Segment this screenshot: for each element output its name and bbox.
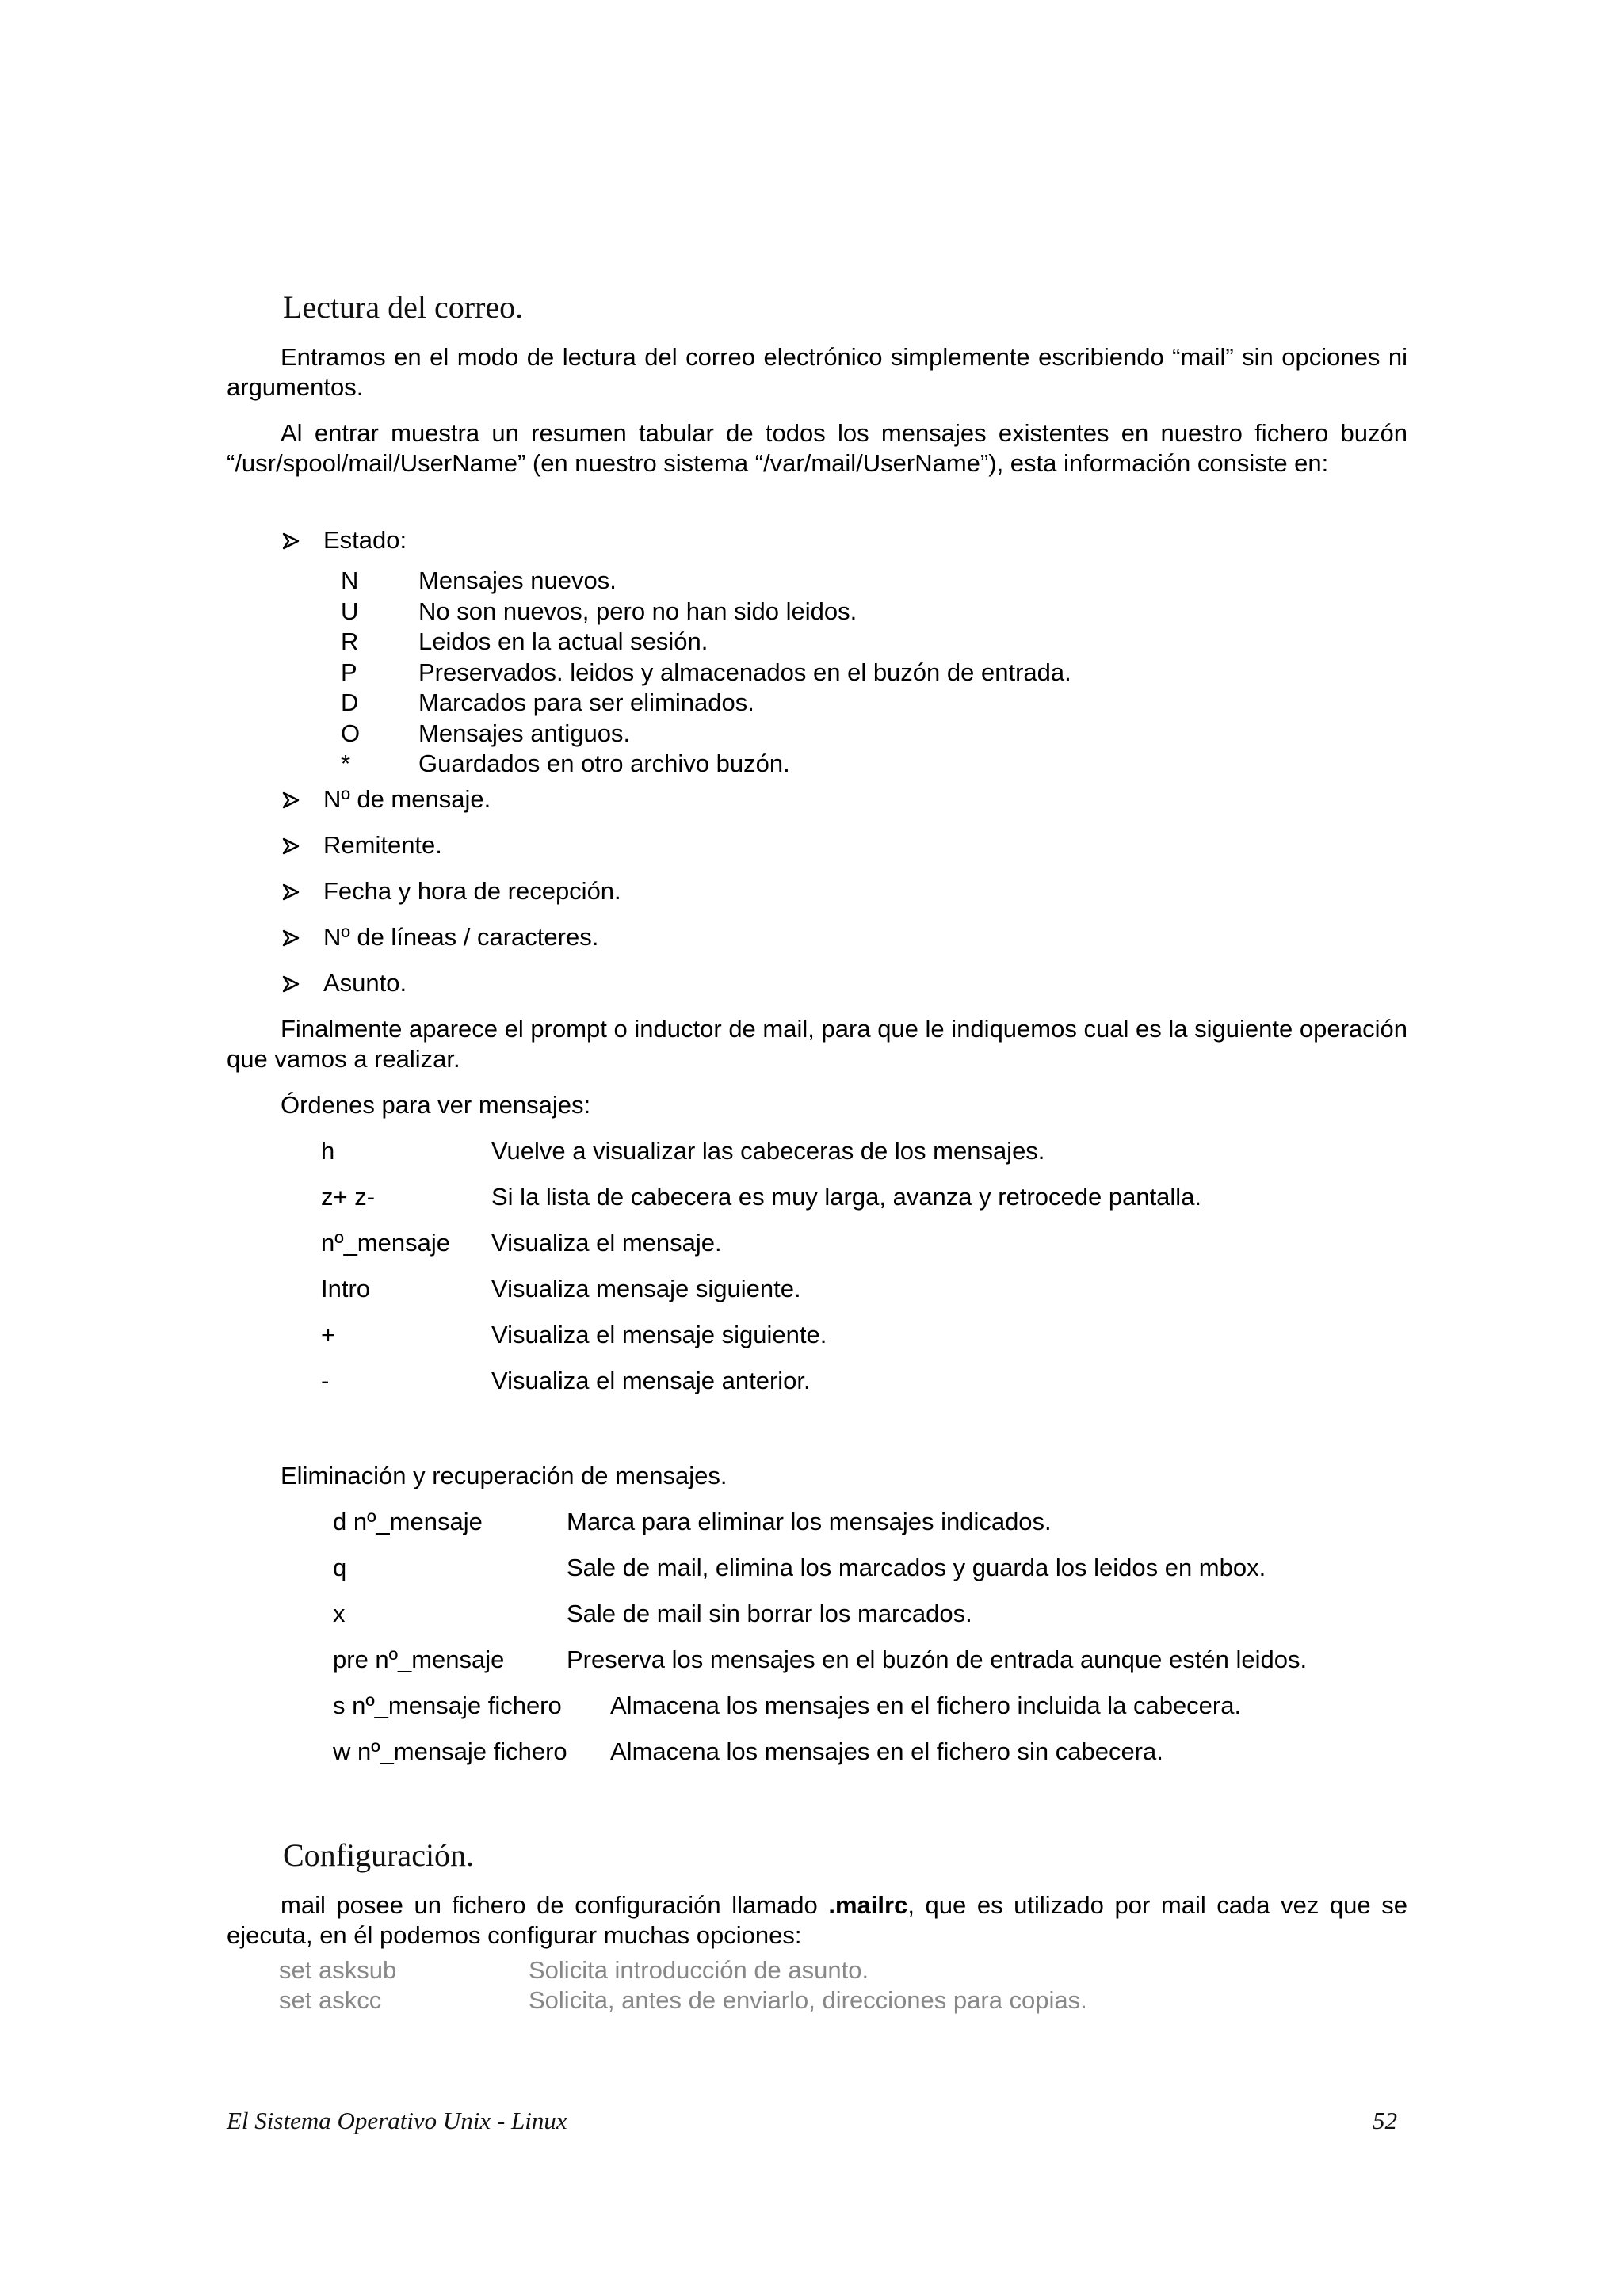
section-heading-configuracion: Configuración. [283, 1837, 475, 1873]
bullet-label: Asunto. [323, 969, 407, 997]
arrow-bullet-icon [282, 968, 323, 998]
state-code: R [341, 627, 359, 655]
paragraph-mailrc [227, 1890, 1407, 1951]
options-list [279, 1955, 1087, 2016]
bullet-label: Estado: [323, 526, 407, 554]
footer-title: El Sistema Operativo Unix - Linux [227, 2107, 567, 2134]
command-key: x [333, 1600, 346, 1627]
command-desc: Visualiza mensaje siguiente. [491, 1275, 801, 1302]
state-row [341, 719, 1071, 749]
state-desc: No son nuevos, pero no han sido leidos. [418, 597, 857, 625]
command-desc: Sale de mail, elimina los marcados y guarda los leidos en mbox. [567, 1554, 1266, 1581]
command-desc: Si la lista de cabecera es muy larga, avanza y retrocede pantalla. [491, 1183, 1202, 1211]
bullet-label: Nº de líneas / caracteres. [323, 923, 599, 951]
bullet-item [282, 968, 407, 998]
bullet-label: Fecha y hora de recepción. [323, 877, 621, 905]
arrow-bullet-icon [282, 876, 323, 906]
option-row [279, 1955, 869, 1985]
bullet-item [282, 922, 598, 952]
option-desc: Solicita introducción de asunto. [529, 1956, 869, 1984]
state-desc: Marcados para ser eliminados. [418, 688, 754, 716]
state-row [341, 688, 1071, 719]
paragraph-intro: Entramos en el modo de lectura del correo electrónico simplemente escribiendo “mail” sin opciones ni argumentos. [227, 343, 1407, 401]
command-desc: Visualiza el mensaje. [491, 1229, 722, 1257]
command-desc: Marca para eliminar los mensajes indicados. [567, 1508, 1052, 1535]
state-desc: Mensajes antiguos. [418, 719, 631, 747]
command-desc: Visualiza el mensaje anterior. [491, 1367, 811, 1394]
state-code: D [341, 688, 359, 716]
command-key: pre nº_mensaje [333, 1646, 505, 1673]
state-row [341, 597, 1071, 627]
state-list [341, 566, 1071, 780]
page-number: 52 [1373, 2107, 1397, 2134]
state-code: N [341, 566, 359, 594]
command-desc: Vuelve a visualizar las cabeceras de los mensajes. [491, 1137, 1045, 1165]
state-code: P [341, 658, 357, 686]
bullet-item [282, 876, 621, 906]
command-key: h [321, 1137, 335, 1165]
bullet-item [282, 830, 442, 860]
bullet-label: Nº de mensaje. [323, 785, 491, 813]
state-desc: Leidos en la actual sesión. [418, 627, 708, 655]
arrow-bullet-icon [282, 784, 323, 814]
state-row [341, 658, 1071, 688]
state-desc: Mensajes nuevos. [418, 566, 617, 594]
view-commands-title: Órdenes para ver mensajes: [281, 1091, 591, 1119]
paragraph-summary: Al entrar muestra un resumen tabular de todos los mensajes existentes en nuestro fichero buzón “/usr/spool/mail/UserName” (en nuestro sistema “/var/mail/UserName”), esta información consiste en: [227, 419, 1407, 477]
command-desc: Visualiza el mensaje siguiente. [491, 1321, 827, 1348]
command-key: w nº_mensaje fichero [333, 1737, 567, 1765]
command-key: z+ z- [321, 1183, 376, 1211]
state-desc: Guardados en otro archivo buzón. [418, 749, 790, 777]
option-desc: Solicita, antes de enviarlo, direcciones para copias. [529, 1986, 1087, 2014]
section-heading-lectura: Lectura del correo. [283, 289, 524, 325]
state-code: * [341, 749, 351, 777]
option-name: set askcc [279, 1986, 382, 2014]
option-row [279, 1985, 1087, 2016]
bullet-estado [282, 525, 407, 555]
mailrc-text-after: , que es utilizado por mail cada vez que se ejecuta, en él podemos configurar muchas opciones: [227, 1891, 1407, 1949]
command-desc: Sale de mail sin borrar los marcados. [567, 1600, 972, 1627]
mailrc-text-before: mail posee un fichero de configuración llamado [281, 1891, 829, 1919]
state-code: O [341, 719, 361, 747]
state-row [341, 627, 1071, 658]
delete-commands-title: Eliminación y recuperación de mensajes. [281, 1462, 727, 1489]
bullet-item [282, 784, 491, 814]
command-key: d nº_mensaje [333, 1508, 483, 1535]
command-key: Intro [321, 1275, 371, 1302]
option-name: set asksub [279, 1956, 397, 1984]
mailrc-filename: .mailrc [828, 1891, 908, 1919]
arrow-bullet-icon [282, 830, 323, 860]
command-key: s nº_mensaje fichero [333, 1691, 562, 1719]
arrow-bullet-icon [282, 922, 323, 952]
state-code: U [341, 597, 359, 625]
command-desc: Almacena los mensajes en el fichero incluida la cabecera. [610, 1691, 1242, 1719]
command-desc: Almacena los mensajes en el fichero sin cabecera. [610, 1737, 1163, 1765]
command-key: + [321, 1321, 336, 1348]
command-desc: Preserva los mensajes en el buzón de entrada aunque estén leidos. [567, 1646, 1308, 1673]
arrow-bullet-icon [282, 525, 323, 555]
command-key: nº_mensaje [321, 1229, 450, 1257]
state-row [341, 566, 1071, 597]
command-key: q [333, 1554, 347, 1581]
command-key: - [321, 1367, 330, 1394]
state-row [341, 749, 1071, 780]
paragraph-prompt: Finalmente aparece el prompt o inductor de mail, para que le indiquemos cual es la siguiente operación que vamos a realizar. [227, 1015, 1407, 1073]
bullet-label: Remitente. [323, 831, 442, 859]
state-desc: Preservados. leidos y almacenados en el buzón de entrada. [418, 658, 1071, 686]
